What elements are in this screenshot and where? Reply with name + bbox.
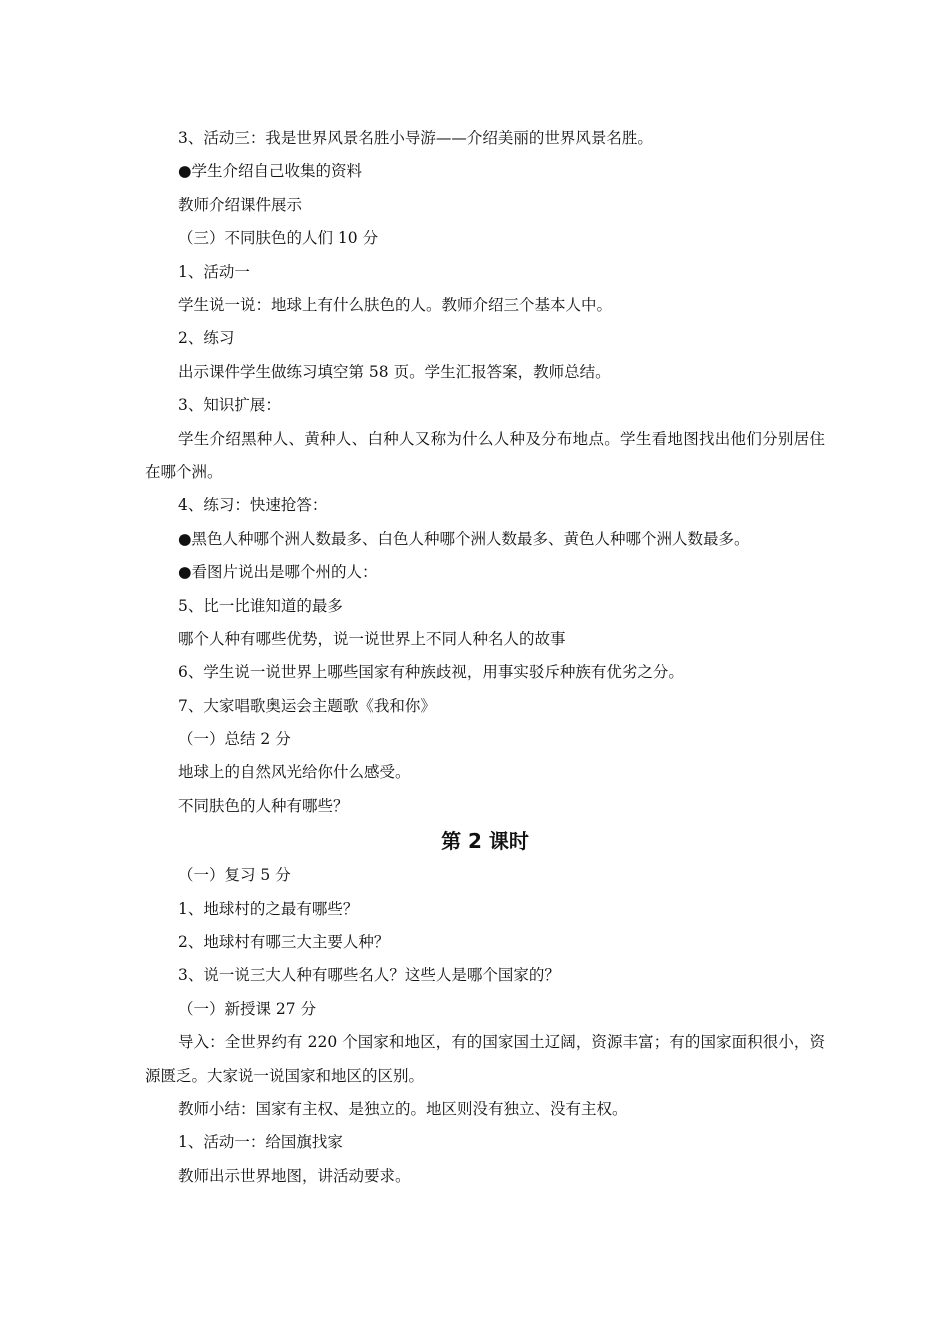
bullet-line: ●黑色人种哪个洲人数最多、白色人种哪个洲人数最多、黄色人种哪个洲人数最多。: [178, 529, 750, 548]
subsection-heading: （三）不同肤色的人们 10 分: [178, 229, 379, 248]
section-title: 第 2 课时: [441, 829, 529, 854]
text-line: 1、活动一: [178, 262, 250, 281]
document-body: [145, 122, 825, 1193]
subsection-heading: （一）总结 2 分: [178, 730, 291, 749]
text-line: 3、知识扩展：: [178, 396, 281, 415]
text-line: 6、学生说一说世界上哪些国家有种族歧视，用事实驳斥种族有优劣之分。: [178, 663, 684, 682]
text-line: 2、练习: [178, 329, 235, 348]
paragraph-intro: 导入：全世界约有 220 个国家和地区，有的国家国土辽阔，资源丰富；有的国家面积很小，资源匮乏。大家说一说国家和地区的区别。: [145, 1033, 825, 1085]
subsection-heading: （一）新授课 27 分: [178, 999, 317, 1018]
text-line: 2、地球村有哪三大主要人种？: [178, 933, 390, 952]
text-line: 地球上的自然风光给你什么感受。: [178, 763, 411, 782]
text-line: 哪个人种有哪些优势，说一说世界上不同人种名人的故事: [178, 629, 566, 648]
subsection-heading: （一）复习 5 分: [178, 866, 291, 885]
bullet-line: ●学生介绍自己收集的资料: [178, 162, 363, 181]
text-line: 教师小结：国家有主权、是独立的。地区则没有独立、没有主权。: [178, 1100, 628, 1118]
text-line: 1、活动一：给国旗找家: [178, 1133, 343, 1152]
text-line: 4、练习：快速抢答：: [178, 496, 328, 515]
text-line: 7、大家唱歌奥运会主题歌《我和你》: [178, 696, 436, 715]
paragraph-race-distribution: 学生介绍黑种人、黄种人、白种人又称为什么人种及分布地点。学生看地图找出他们分别居住在哪个洲。: [145, 429, 825, 481]
text-line: 5、比一比谁知道的最多: [178, 596, 343, 615]
text-line: 教师介绍课件展示: [178, 195, 303, 214]
text-line: 教师出示世界地图，讲活动要求。: [178, 1166, 411, 1185]
text-line: 学生说一说：地球上有什么肤色的人。教师介绍三个基本人中。: [178, 295, 613, 314]
text-line: 出示课件学生做练习填空第 58 页。学生汇报答案，教师总结。: [178, 362, 611, 381]
text-line: 不同肤色的人种有哪些？: [178, 796, 349, 815]
bullet-line: ●看图片说出是哪个州的人：: [178, 563, 378, 582]
text-line: 3、说一说三大人种有哪些名人？这些人是哪个国家的？: [178, 966, 560, 985]
text-line: 3、活动三：我是世界风景名胜小导游——介绍美丽的世界风景名胜。: [178, 129, 653, 147]
text-line: 1、地球村的之最有哪些？: [178, 899, 359, 918]
